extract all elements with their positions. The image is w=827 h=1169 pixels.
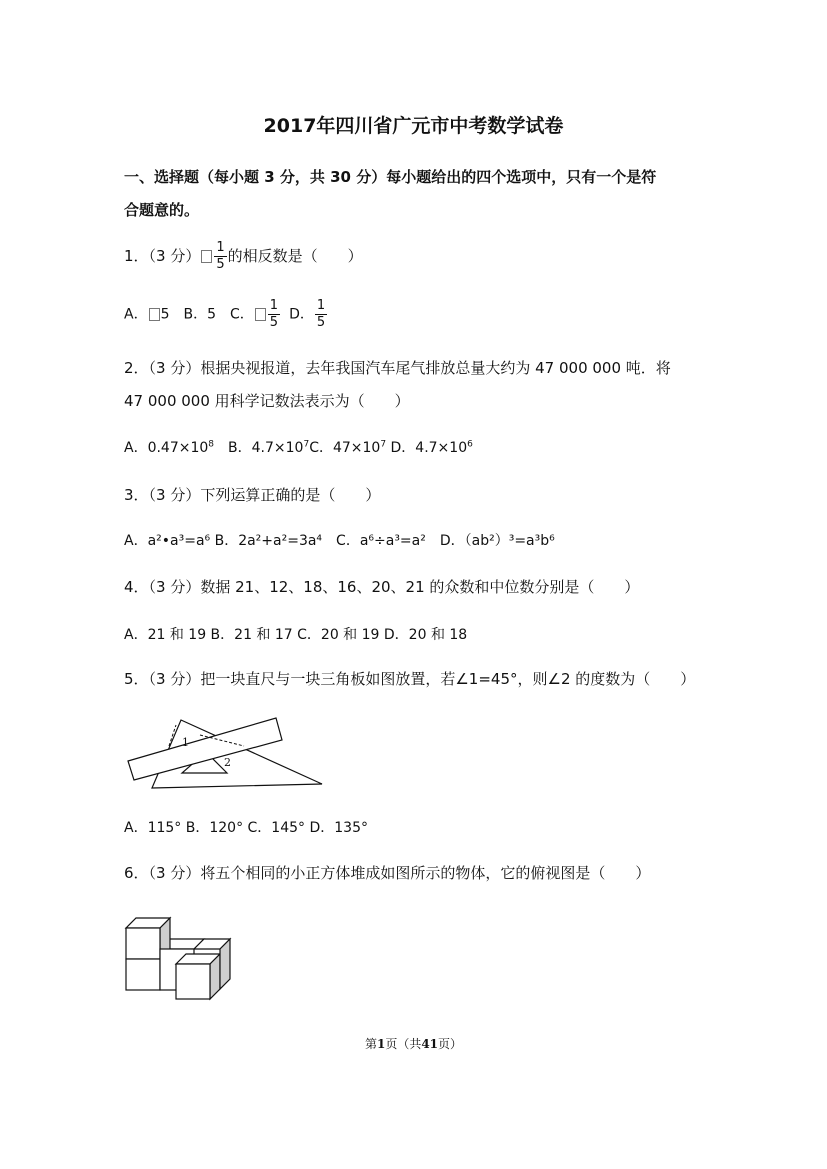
- ruler: [128, 718, 282, 780]
- page-footer: [0, 1035, 827, 1052]
- q1-opt-c-label: C．: [230, 306, 254, 323]
- q1-frac-num: 1: [216, 240, 225, 255]
- q1-fraction: [214, 240, 226, 273]
- q2-opt-a-exp: 8: [208, 439, 215, 450]
- question-3-stem: 3．（3 分）下列运算正确的是（ ）: [124, 486, 381, 504]
- q1-opt-b: B．5: [183, 306, 217, 323]
- question-6-stem: 6．（3 分）将五个相同的小正方体堆成如图所示的物体，它的俯视图是（ ）: [124, 864, 651, 882]
- question-4-stem: 4．（3 分）数据 21、12、18、16、20、21 的众数和中位数分别是（ ）: [124, 578, 640, 596]
- question-1-options: [124, 298, 328, 331]
- angle-2-label: 2: [224, 756, 231, 769]
- question-4-options: A．21 和 19 B．21 和 17 C．20 和 19 D．20 和 18: [124, 627, 468, 643]
- q3-opt-d: D．（ab²）³=a³b⁶: [439, 533, 555, 549]
- cube-stack-figure: [124, 906, 234, 1002]
- q2-opt-c: C．47×10: [309, 440, 381, 456]
- footer-total-pages: 41: [421, 1037, 439, 1051]
- footer-suffix: 页）: [438, 1037, 463, 1051]
- question-2-options: [124, 437, 473, 457]
- q1-opt-c-den: 5: [269, 315, 279, 330]
- question-2-stem-line1: 2．（3 分）根据央视报道，去年我国汽车尾气排放总量大约为 47 000 000 吨．将: [124, 359, 671, 377]
- q1-opt-d-den: 5: [316, 315, 326, 330]
- q2-opt-d: D．4.7×10: [390, 440, 468, 456]
- q1-opt-d-label: D．: [289, 306, 314, 323]
- q3-opt-ab: A．a²•a³=a⁶ B．2a²+a²=3a⁴: [124, 533, 323, 549]
- footer-prefix: 第: [364, 1037, 377, 1051]
- question-2-stem-line2: 47 000 000 用科学记数法表示为（ ）: [124, 392, 410, 410]
- ruler-triangle-figure: [126, 712, 326, 794]
- q2-opt-c-exp: 7: [380, 439, 387, 450]
- q1-opt-c-num: 1: [269, 298, 279, 313]
- q2-opt-b-exp: 7: [303, 439, 310, 450]
- minus-sign-placeholder-icon: [255, 308, 266, 321]
- q1-opt-a-value: 5: [160, 306, 170, 323]
- q2-opt-a: A．0.47×10: [124, 440, 209, 456]
- q3-opt-c: C．a⁶÷a³=a²: [336, 533, 426, 549]
- question-3-options: [124, 530, 555, 550]
- q1-frac-den: 5: [216, 257, 225, 272]
- footer-middle: 页（共: [385, 1037, 422, 1051]
- q1-opt-d-num: 1: [316, 298, 326, 313]
- question-1-stem: [124, 240, 363, 273]
- exam-title: 2017年四川省广元市中考数学试卷: [263, 115, 564, 137]
- footer-page-number: 1: [376, 1037, 386, 1051]
- minus-sign-placeholder-icon: [149, 308, 160, 321]
- minus-sign-placeholder-icon: [201, 250, 212, 263]
- q1-opt-c-fraction: [268, 298, 280, 331]
- q1-prefix: 1．（3 分）: [124, 247, 201, 265]
- question-5-options: A．115° B．120° C．145° D．135°: [124, 820, 368, 836]
- q1-opt-a-label: A．: [124, 306, 148, 323]
- section-heading-line2: 合题意的。: [124, 201, 200, 219]
- section-heading-line1: 一、选择题（每小题 3 分，共 30 分）每小题给出的四个选项中，只有一个是符: [124, 168, 657, 186]
- q1-suffix: 的相反数是（ ）: [227, 247, 363, 265]
- angle-1-label: 1: [182, 736, 189, 749]
- question-5-stem: 5．（3 分）把一块直尺与一块三角板如图放置，若∠1=45°，则∠2 的度数为（ ）: [124, 670, 696, 688]
- q2-opt-b: B．4.7×10: [228, 440, 304, 456]
- q2-opt-d-exp: 6: [467, 439, 473, 450]
- q1-opt-d-fraction: [315, 298, 327, 331]
